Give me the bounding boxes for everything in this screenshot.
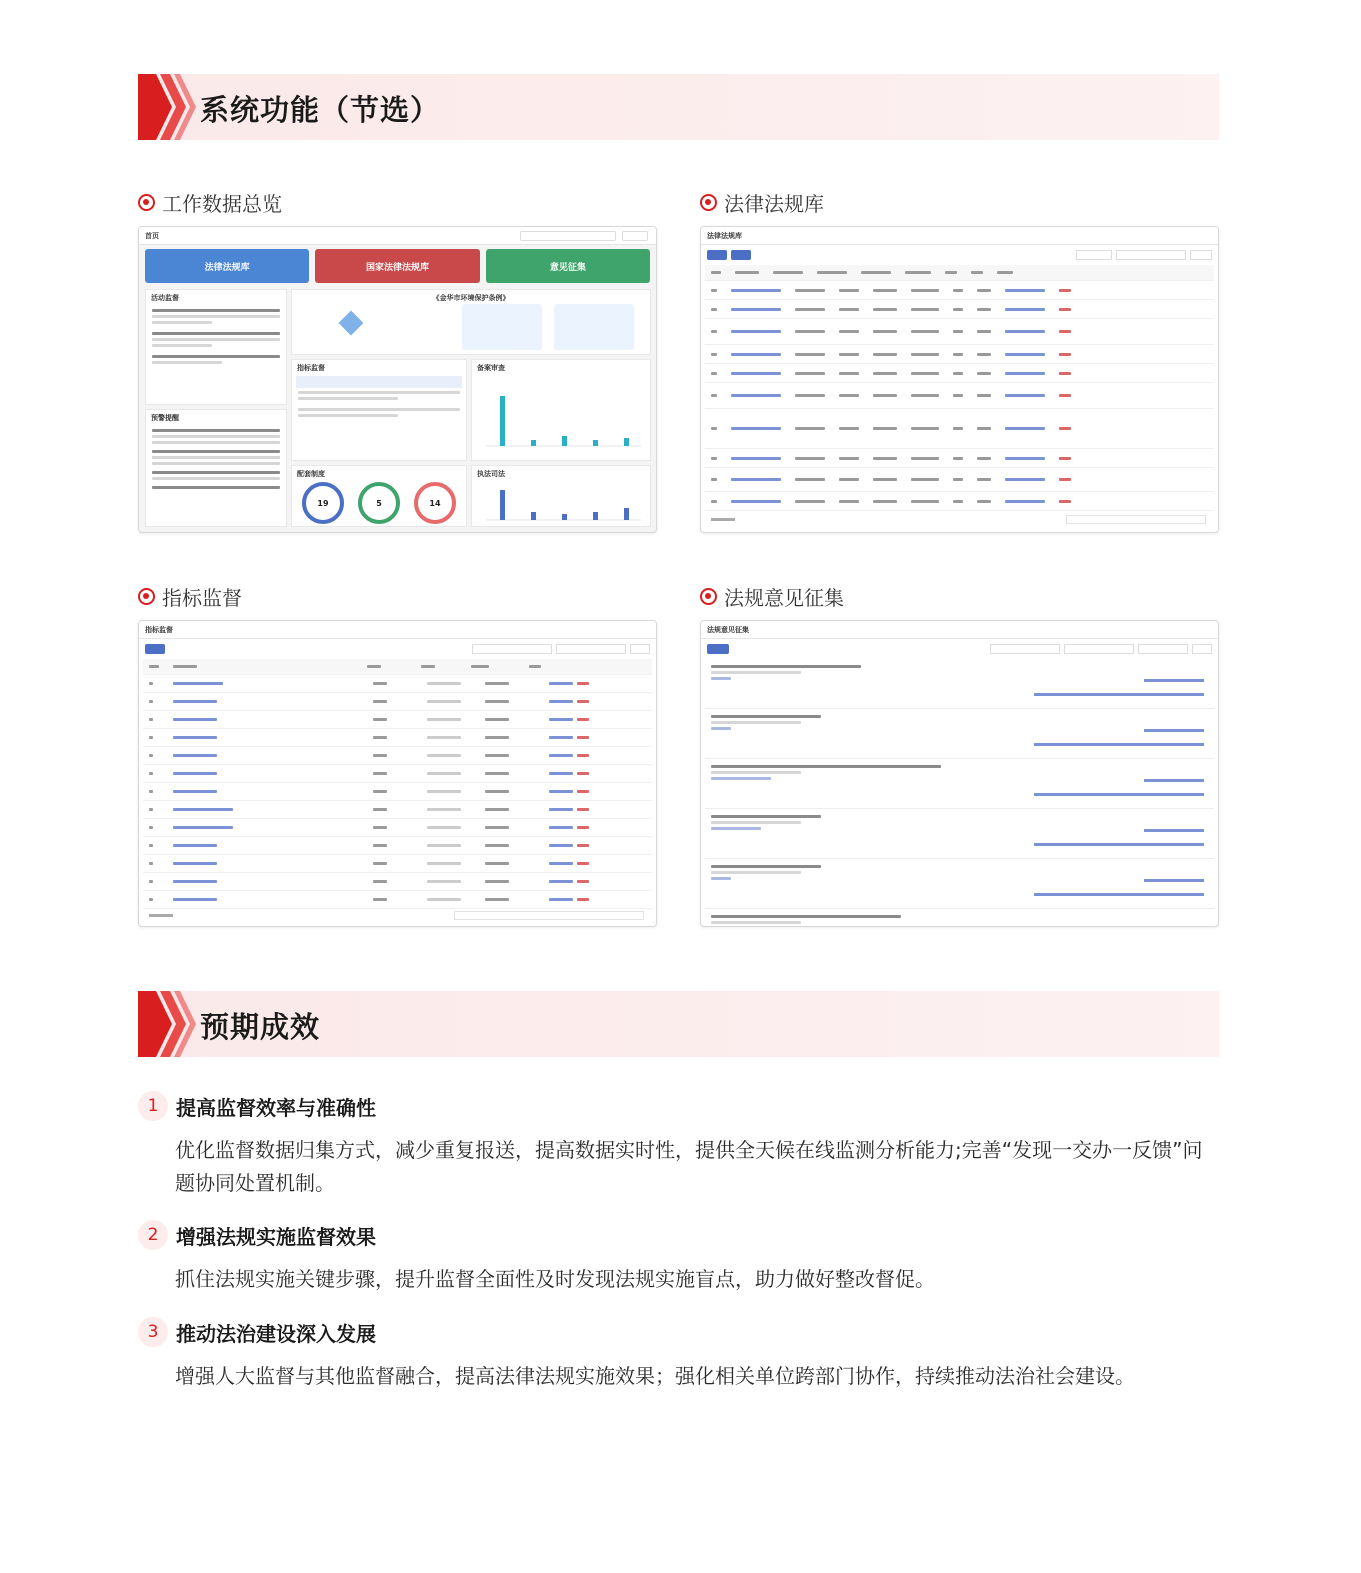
shot-title: 法律法规库 <box>707 232 742 240</box>
ring-3: 14 <box>414 482 456 524</box>
tile-law-library[interactable]: 法律法规库 <box>145 249 309 283</box>
search-input[interactable] <box>1116 250 1186 260</box>
supporting-panel <box>291 465 467 527</box>
shot-header <box>139 227 656 245</box>
toolbar <box>701 245 1218 265</box>
add-button[interactable] <box>707 250 727 260</box>
target-icon <box>138 194 155 211</box>
type-select[interactable] <box>990 644 1060 654</box>
result-text: 抓住法规实施关键步骤，提升监督全面性及时发现法规实施盲点，助力做好整改督促。 <box>175 1267 935 1291</box>
shot-title: 首页 <box>145 232 159 240</box>
screen-label <box>700 188 824 217</box>
section-title: 系统功能（节选） <box>200 93 441 127</box>
warning-panel <box>145 409 287 527</box>
status-select[interactable] <box>1064 644 1134 654</box>
target-icon <box>700 588 717 605</box>
table-row[interactable] <box>705 364 1214 383</box>
headline: 《金华市环境保护条例》 <box>432 294 510 302</box>
result-title: 提高监督效率与准确性 <box>176 1095 376 1120</box>
table-row[interactable] <box>705 383 1214 409</box>
list-item[interactable] <box>705 815 1214 859</box>
list-item[interactable] <box>705 665 1214 709</box>
shot-header <box>701 227 1218 245</box>
shot-header <box>139 621 656 639</box>
result-text: 增强人大监督与其他监督融合，提高法律法规实施效果；强化相关单位跨部门协作，持续推动法治社会建设。 <box>175 1364 1135 1388</box>
number-badge: 1 <box>138 1091 168 1121</box>
screen-label-text: 工作数据总览 <box>162 192 282 216</box>
result-title: 增强法规实施监督效果 <box>176 1224 376 1249</box>
indicator-table <box>139 659 656 923</box>
indicator-screenshot <box>138 620 657 927</box>
tile-opinion[interactable]: 意见征集 <box>486 249 650 283</box>
result-text: 优化监督数据归集方式，减少重复报送，提高数据实时性，提供全天候在线监测分析能力;完善“发现一交办一反馈”问题协同处置机制。 <box>175 1138 1203 1195</box>
ring-2: 5 <box>358 482 400 524</box>
dashboard-screenshot <box>138 226 657 533</box>
activity-panel <box>145 289 287 405</box>
results-banner <box>138 991 1219 1057</box>
law-table <box>701 265 1218 529</box>
table-row[interactable] <box>143 855 652 873</box>
toolbar <box>701 639 1218 659</box>
table-row[interactable] <box>143 873 652 891</box>
table-row[interactable] <box>143 747 652 765</box>
tile-national-law[interactable]: 国家法律法规库 <box>315 249 479 283</box>
panel-title: 备案审查 <box>477 364 505 372</box>
panel-title: 指标监督 <box>297 364 325 372</box>
number-badge: 3 <box>138 1317 168 1347</box>
table-row[interactable] <box>143 837 652 855</box>
screen-label <box>138 188 282 217</box>
filing-panel <box>471 359 651 461</box>
list-item[interactable] <box>705 715 1214 759</box>
shot-title: 指标监督 <box>145 626 173 634</box>
chevron-decoration-icon <box>138 991 198 1057</box>
shot-title: 法规意见征集 <box>707 626 749 634</box>
result-item-2 <box>138 1220 376 1250</box>
pagination[interactable] <box>143 909 652 923</box>
panel-title: 执法司法 <box>477 470 505 478</box>
table-header <box>143 659 652 675</box>
result-item-3 <box>138 1317 376 1347</box>
table-row[interactable] <box>705 300 1214 319</box>
add-button[interactable] <box>707 644 729 654</box>
table-row[interactable] <box>143 801 652 819</box>
search-input[interactable] <box>520 231 616 241</box>
screen-label-text: 法律法规库 <box>724 192 824 216</box>
result-title: 推动法治建设深入发展 <box>176 1321 376 1346</box>
screen-label <box>138 582 242 611</box>
screen-label-text: 指标监督 <box>162 586 242 610</box>
table-row[interactable] <box>705 345 1214 364</box>
search-input[interactable] <box>1138 644 1188 654</box>
table-row[interactable] <box>705 281 1214 300</box>
bar-chart-graphic <box>476 482 646 524</box>
panel-title: 活动监督 <box>151 294 179 302</box>
ring-1: 19 <box>302 482 344 524</box>
tile-row <box>139 245 656 287</box>
add-button[interactable] <box>145 644 165 654</box>
search-button[interactable] <box>1190 250 1212 260</box>
table-row[interactable] <box>705 468 1214 492</box>
shot-header <box>701 621 1218 639</box>
panel-title: 配套制度 <box>297 470 325 478</box>
table-row[interactable] <box>143 783 652 801</box>
table-row[interactable] <box>705 449 1214 468</box>
table-row[interactable] <box>705 492 1214 511</box>
target-icon <box>700 194 717 211</box>
table-row[interactable] <box>143 891 652 909</box>
filter-select[interactable] <box>1076 250 1112 260</box>
table-row[interactable] <box>143 729 652 747</box>
table-header <box>705 265 1214 281</box>
cube-graphic <box>339 311 364 336</box>
overview-panel <box>291 289 651 355</box>
enforcement-panel <box>471 465 651 527</box>
number-badge: 2 <box>138 1220 168 1250</box>
opinion-list <box>701 665 1218 927</box>
result-item-1 <box>138 1091 376 1121</box>
list-item[interactable] <box>705 915 1214 927</box>
search-button[interactable] <box>630 644 650 654</box>
screen-label <box>700 582 844 611</box>
gauge-card <box>462 304 542 350</box>
indicator-panel <box>291 359 467 461</box>
list-item[interactable] <box>705 765 1214 809</box>
table-row[interactable] <box>143 693 652 711</box>
toolbar <box>139 639 656 659</box>
list-item[interactable] <box>705 865 1214 909</box>
law-library-screenshot <box>700 226 1219 533</box>
panel-title: 预警提醒 <box>151 414 179 422</box>
region-select[interactable] <box>472 644 552 654</box>
import-button[interactable] <box>731 250 751 260</box>
gauge-card <box>554 304 634 350</box>
opinion-screenshot <box>700 620 1219 927</box>
chevron-decoration-icon <box>138 74 198 140</box>
table-row[interactable] <box>143 675 652 693</box>
pagination[interactable] <box>705 511 1214 529</box>
features-banner <box>138 74 1219 140</box>
bar-chart-graphic <box>476 376 646 456</box>
table-row[interactable] <box>143 765 652 783</box>
table-row[interactable] <box>143 819 652 837</box>
table-row[interactable] <box>705 319 1214 345</box>
table-row[interactable] <box>143 711 652 729</box>
target-icon <box>138 588 155 605</box>
search-input[interactable] <box>556 644 626 654</box>
search-button[interactable] <box>622 231 648 241</box>
search-button[interactable] <box>1192 644 1212 654</box>
screen-label-text: 法规意见征集 <box>724 586 844 610</box>
table-row[interactable] <box>705 409 1214 449</box>
section-title: 预期成效 <box>200 1010 321 1044</box>
